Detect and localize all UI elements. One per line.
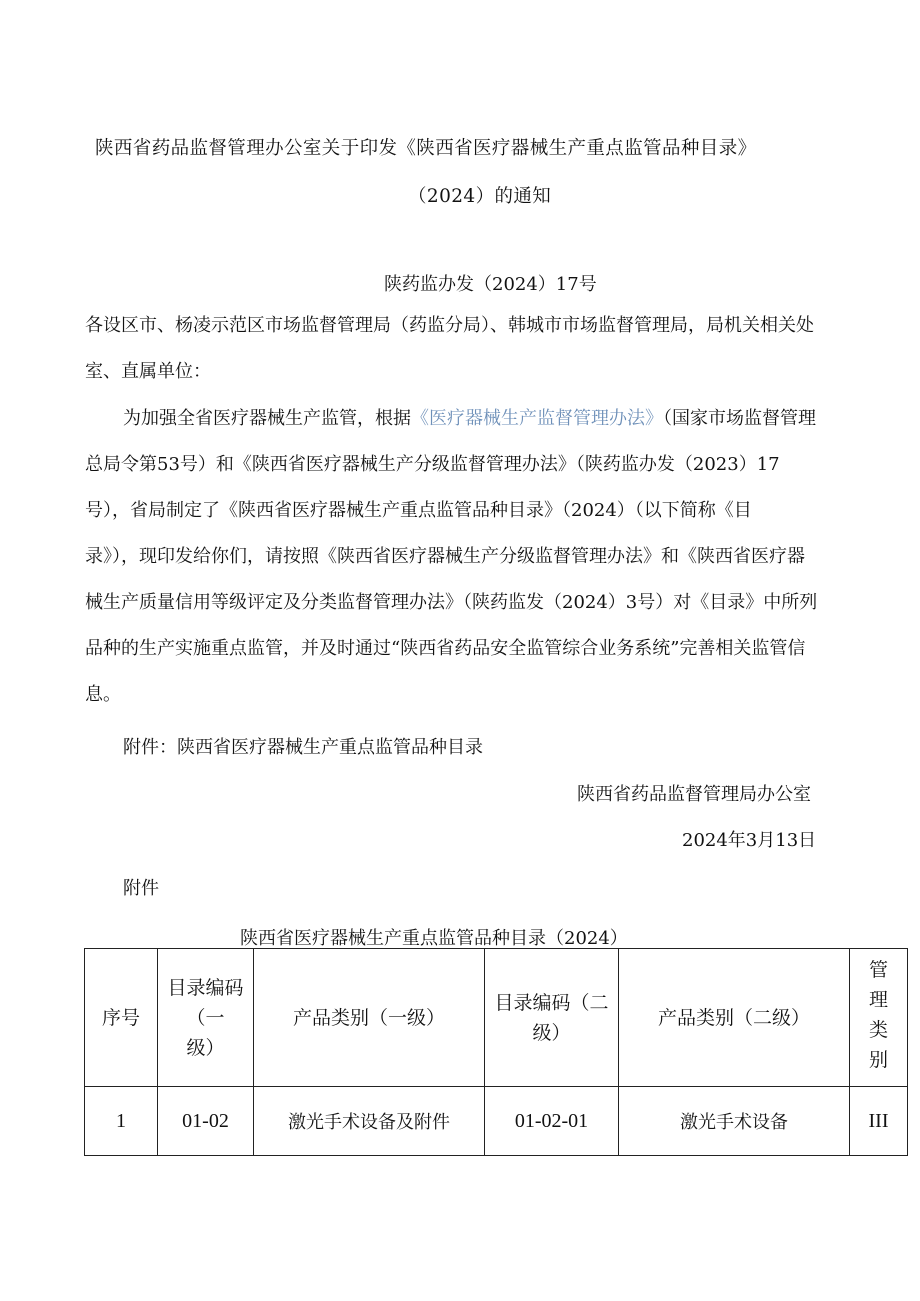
header-code-level2 bbox=[485, 949, 619, 1087]
cell-category-level2: 激光手术设备 bbox=[619, 1087, 850, 1156]
body-line: 品种的生产实施重点监管，并及时通过“陕西省药品安全监管综合业务系统”完善相关监管信 bbox=[85, 638, 806, 659]
header-text: 类 bbox=[868, 1019, 888, 1041]
body-line: 号），省局制定了《陕西省医疗器械生产重点监管品种目录》（2024）（以下简称《目 bbox=[85, 500, 752, 521]
header-category-level1: 产品类别（一级） bbox=[254, 949, 485, 1087]
header-text: （一 bbox=[186, 1006, 225, 1029]
header-text: 目录编码 bbox=[167, 976, 244, 999]
signature: 陕西省药品监督管理局办公室 bbox=[577, 784, 811, 805]
attachment-note: 附件：陕西省医疗器械生产重点监管品种目录 bbox=[123, 737, 483, 758]
catalog-table bbox=[84, 948, 908, 1156]
body-paragraph-line-1 bbox=[123, 396, 913, 442]
header-text: 级） bbox=[186, 1036, 225, 1059]
annex-label: 附件 bbox=[123, 878, 159, 899]
body-line: 息。 bbox=[85, 684, 121, 705]
header-text: 别 bbox=[868, 1049, 888, 1071]
document-number: 陕药监办发（2024）17号 bbox=[384, 274, 597, 295]
title-line-2: （2024）的通知 bbox=[408, 186, 552, 207]
cell-code-level2: 01-02-01 bbox=[485, 1087, 619, 1156]
body-line: 总局令第53号）和《陕西省医疗器械生产分级监督管理办法》（陕药监办发（2023）17 bbox=[85, 454, 780, 475]
body-text: 为加强全省医疗器械生产监管，根据 bbox=[123, 408, 411, 429]
table-row bbox=[85, 1087, 908, 1156]
header-category-level2: 产品类别（二级） bbox=[619, 949, 850, 1087]
body-line: 械生产质量信用等级评定及分类监督管理办法》（陕药监发（2024）3号）对《目录》中所列 bbox=[85, 592, 818, 613]
body-line: 录》），现印发给你们，请按照《陕西省医疗器械生产分级监督管理办法》和《陕西省医疗器 bbox=[85, 546, 805, 567]
table-header-row bbox=[85, 949, 908, 1087]
body-text: （国家市场监督管理 bbox=[663, 408, 816, 429]
title-line-1: 陕西省药品监督管理办公室关于印发《陕西省医疗器械生产重点监管品种目录》 bbox=[95, 138, 757, 159]
header-text: 目录编码（二 bbox=[494, 991, 609, 1014]
table-title: 陕西省医疗器械生产重点监管品种目录（2024） bbox=[240, 928, 628, 949]
header-management-class bbox=[850, 949, 908, 1087]
header-text: 理 bbox=[868, 989, 888, 1011]
cell-code-level1: 01-02 bbox=[158, 1087, 254, 1156]
addressee-line-2: 室、直属单位： bbox=[85, 361, 211, 382]
header-text: 管 bbox=[868, 959, 888, 981]
header-text: 级） bbox=[532, 1021, 571, 1044]
cell-management-class: III bbox=[850, 1087, 908, 1156]
addressee-line-1: 各设区市、杨凌示范区市场监督管理局（药监分局）、韩城市市场监督管理局，局机关相关处 bbox=[85, 315, 814, 336]
cell-category-level1: 激光手术设备及附件 bbox=[254, 1087, 485, 1156]
cell-seq: 1 bbox=[85, 1087, 158, 1156]
date: 2024年3月13日 bbox=[682, 830, 817, 851]
header-code-level1 bbox=[158, 949, 254, 1087]
header-seq: 序号 bbox=[85, 949, 158, 1087]
regulation-link[interactable]: 《医疗器械生产监督管理办法》 bbox=[411, 408, 663, 429]
